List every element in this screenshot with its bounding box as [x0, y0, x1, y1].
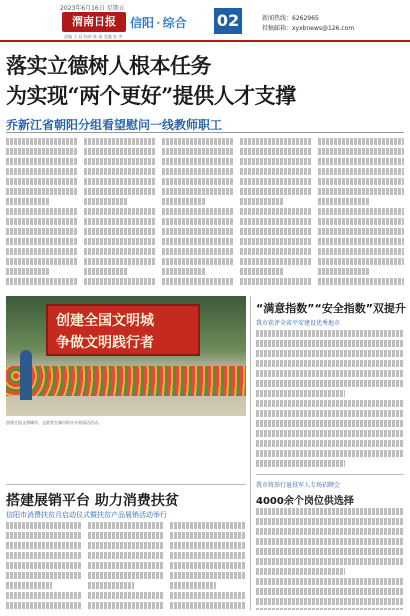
lead-body-column-1	[6, 138, 78, 288]
lead-headline-line2: 为实现“两个更好”提供人才支撑	[6, 83, 296, 108]
text-line	[256, 508, 404, 516]
text-line	[240, 148, 312, 156]
text-line	[240, 278, 312, 286]
text-line	[6, 572, 82, 580]
text-line	[318, 278, 404, 286]
text-line	[240, 168, 312, 176]
lead-body-column-2	[84, 138, 156, 288]
section-city: 信阳	[130, 16, 155, 30]
lead-headline-line1: 落实立德树人根本任务	[6, 53, 211, 78]
text-line	[84, 148, 156, 156]
lead-body-column-4	[240, 138, 312, 288]
text-line	[6, 522, 82, 530]
submission-email: 投稿邮箱：xyxbnews@126.com	[262, 25, 355, 32]
text-line	[256, 588, 404, 596]
text-line	[88, 542, 164, 550]
text-line	[256, 578, 404, 586]
text-line	[170, 592, 246, 600]
text-line	[6, 268, 49, 276]
text-line	[256, 528, 404, 536]
text-line	[6, 198, 49, 206]
text-line	[88, 552, 164, 560]
text-line	[88, 522, 164, 530]
text-line	[84, 248, 156, 256]
text-line	[6, 542, 82, 550]
text-line	[240, 198, 283, 206]
text-line	[318, 168, 404, 176]
right-divider	[256, 474, 404, 475]
text-line	[318, 258, 404, 266]
right-article2-kicker: 我市将举行退役军人专场招聘会	[256, 482, 341, 489]
bottom-body-column-1	[6, 522, 82, 610]
text-line	[84, 198, 127, 206]
text-line	[162, 148, 234, 156]
text-line	[256, 370, 404, 378]
text-line	[162, 278, 234, 286]
text-line	[6, 532, 82, 540]
text-line	[6, 562, 82, 570]
text-line	[240, 228, 312, 236]
text-line	[88, 532, 164, 540]
text-line	[6, 218, 78, 226]
text-line	[162, 208, 234, 216]
bottom-headline: 搭建展销平台 助力消费扶贫	[6, 493, 179, 509]
flower-bed	[6, 366, 246, 396]
text-line	[162, 258, 234, 266]
text-line	[240, 268, 283, 276]
text-line	[84, 218, 156, 226]
text-line	[240, 158, 312, 166]
text-line	[6, 148, 78, 156]
lead-body-column-3	[162, 138, 234, 288]
text-line	[240, 138, 312, 146]
editor-credits: 责编 王 辰 校审 陈 丽 美编 张 杰	[64, 34, 123, 39]
text-line	[162, 178, 234, 186]
bottom-divider	[6, 484, 246, 485]
text-line	[240, 188, 312, 196]
bottom-body-column-3	[170, 522, 246, 610]
text-line	[162, 138, 234, 146]
text-line	[256, 518, 404, 526]
text-line	[256, 420, 404, 428]
text-line	[6, 168, 78, 176]
text-line	[256, 400, 404, 408]
text-line	[170, 562, 246, 570]
contact-info	[262, 14, 354, 34]
text-line	[240, 218, 312, 226]
text-line	[256, 538, 404, 546]
text-line	[84, 188, 156, 196]
right-article-subtitle: 我市获评全省平安建设优秀地市	[256, 320, 341, 327]
text-line	[240, 258, 312, 266]
text-line	[84, 138, 156, 146]
text-line	[84, 238, 156, 246]
text-line	[170, 542, 246, 550]
text-line	[6, 602, 82, 610]
text-line	[256, 360, 404, 368]
text-line	[318, 198, 370, 206]
text-line	[84, 168, 156, 176]
text-line	[318, 238, 404, 246]
masthead	[0, 0, 410, 42]
text-line	[162, 198, 205, 206]
photo-caption: 创建全国文明城市，志愿者在城市街头开展清洁活动。	[6, 420, 102, 425]
text-line	[162, 268, 205, 276]
text-line	[84, 208, 156, 216]
text-line	[256, 558, 404, 566]
text-line	[240, 238, 312, 246]
section-name: 综合	[162, 16, 187, 30]
text-line	[88, 562, 164, 570]
newspaper-logo: 渭南日报	[62, 12, 126, 32]
lead-subheadline: 乔新江省朝阳分组看望慰问一线教师职工	[6, 118, 223, 132]
text-line	[240, 248, 312, 256]
bottom-body-column-2	[88, 522, 164, 610]
text-line	[170, 522, 246, 530]
text-line	[84, 278, 156, 286]
text-line	[6, 228, 78, 236]
text-line	[6, 592, 82, 600]
section-label	[130, 14, 187, 31]
right-article-body	[256, 330, 404, 470]
text-line	[84, 268, 127, 276]
issue-date: 2023年6月16日 星期五	[60, 5, 125, 12]
news-hotline: 新闻热线：6262965	[262, 15, 319, 22]
text-line	[6, 238, 78, 246]
text-line	[84, 258, 156, 266]
text-line	[6, 178, 78, 186]
text-line	[88, 592, 164, 600]
text-line	[6, 278, 78, 286]
text-line	[84, 158, 156, 166]
text-line	[170, 602, 246, 610]
text-line	[162, 168, 234, 176]
text-line	[318, 188, 404, 196]
text-line	[256, 460, 345, 468]
text-line	[162, 218, 234, 226]
text-line	[256, 430, 404, 438]
text-line	[170, 532, 246, 540]
billboard	[46, 304, 200, 356]
text-line	[162, 248, 234, 256]
text-line	[256, 380, 404, 388]
text-line	[162, 228, 234, 236]
divider	[6, 132, 404, 133]
text-line	[256, 450, 404, 458]
text-line	[318, 248, 404, 256]
text-line	[240, 208, 312, 216]
text-line	[318, 148, 404, 156]
text-line	[84, 228, 156, 236]
text-line	[6, 188, 78, 196]
news-photo	[6, 296, 246, 416]
text-line	[88, 602, 164, 610]
text-line	[170, 552, 246, 560]
text-line	[6, 552, 82, 560]
text-line	[88, 572, 164, 580]
text-line	[256, 568, 345, 576]
text-line	[256, 350, 404, 358]
text-line	[256, 330, 404, 338]
text-line	[318, 158, 404, 166]
text-line	[256, 410, 404, 418]
text-line	[318, 218, 404, 226]
text-line	[6, 158, 78, 166]
text-line	[256, 390, 345, 398]
text-line	[162, 238, 234, 246]
text-line	[256, 340, 404, 348]
text-line	[6, 258, 78, 266]
billboard-line1: 创建全国文明城	[56, 313, 154, 329]
text-line	[162, 158, 234, 166]
text-line	[6, 208, 78, 216]
text-line	[318, 208, 404, 216]
right-article-title: “满意指数”“安全指数”双提升	[256, 302, 406, 315]
right-article2-body	[256, 508, 404, 610]
text-line	[318, 138, 404, 146]
text-line	[84, 178, 156, 186]
text-line	[240, 178, 312, 186]
text-line	[162, 188, 234, 196]
text-line	[6, 248, 78, 256]
section-separator: ·	[156, 16, 161, 30]
column-divider	[250, 296, 251, 610]
text-line	[6, 138, 78, 146]
text-line	[256, 608, 404, 610]
bottom-subheadline: 信阳市消费扶贫月启动仪式暨扶贫产品展销活动举行	[6, 511, 167, 519]
text-line	[6, 582, 52, 590]
text-line	[88, 582, 134, 590]
billboard-line2: 争做文明践行者	[56, 335, 154, 351]
right-article2-headline: 4000余个岗位供选择	[256, 496, 354, 507]
text-line	[318, 178, 404, 186]
text-line	[256, 598, 404, 606]
text-line	[318, 228, 404, 236]
text-line	[256, 440, 404, 448]
page-number: 02	[214, 8, 242, 34]
text-line	[256, 548, 404, 556]
volunteer-figure	[20, 350, 32, 400]
text-line	[318, 268, 370, 276]
text-line	[170, 582, 216, 590]
lead-body-column-5	[318, 138, 404, 288]
text-line	[170, 572, 246, 580]
